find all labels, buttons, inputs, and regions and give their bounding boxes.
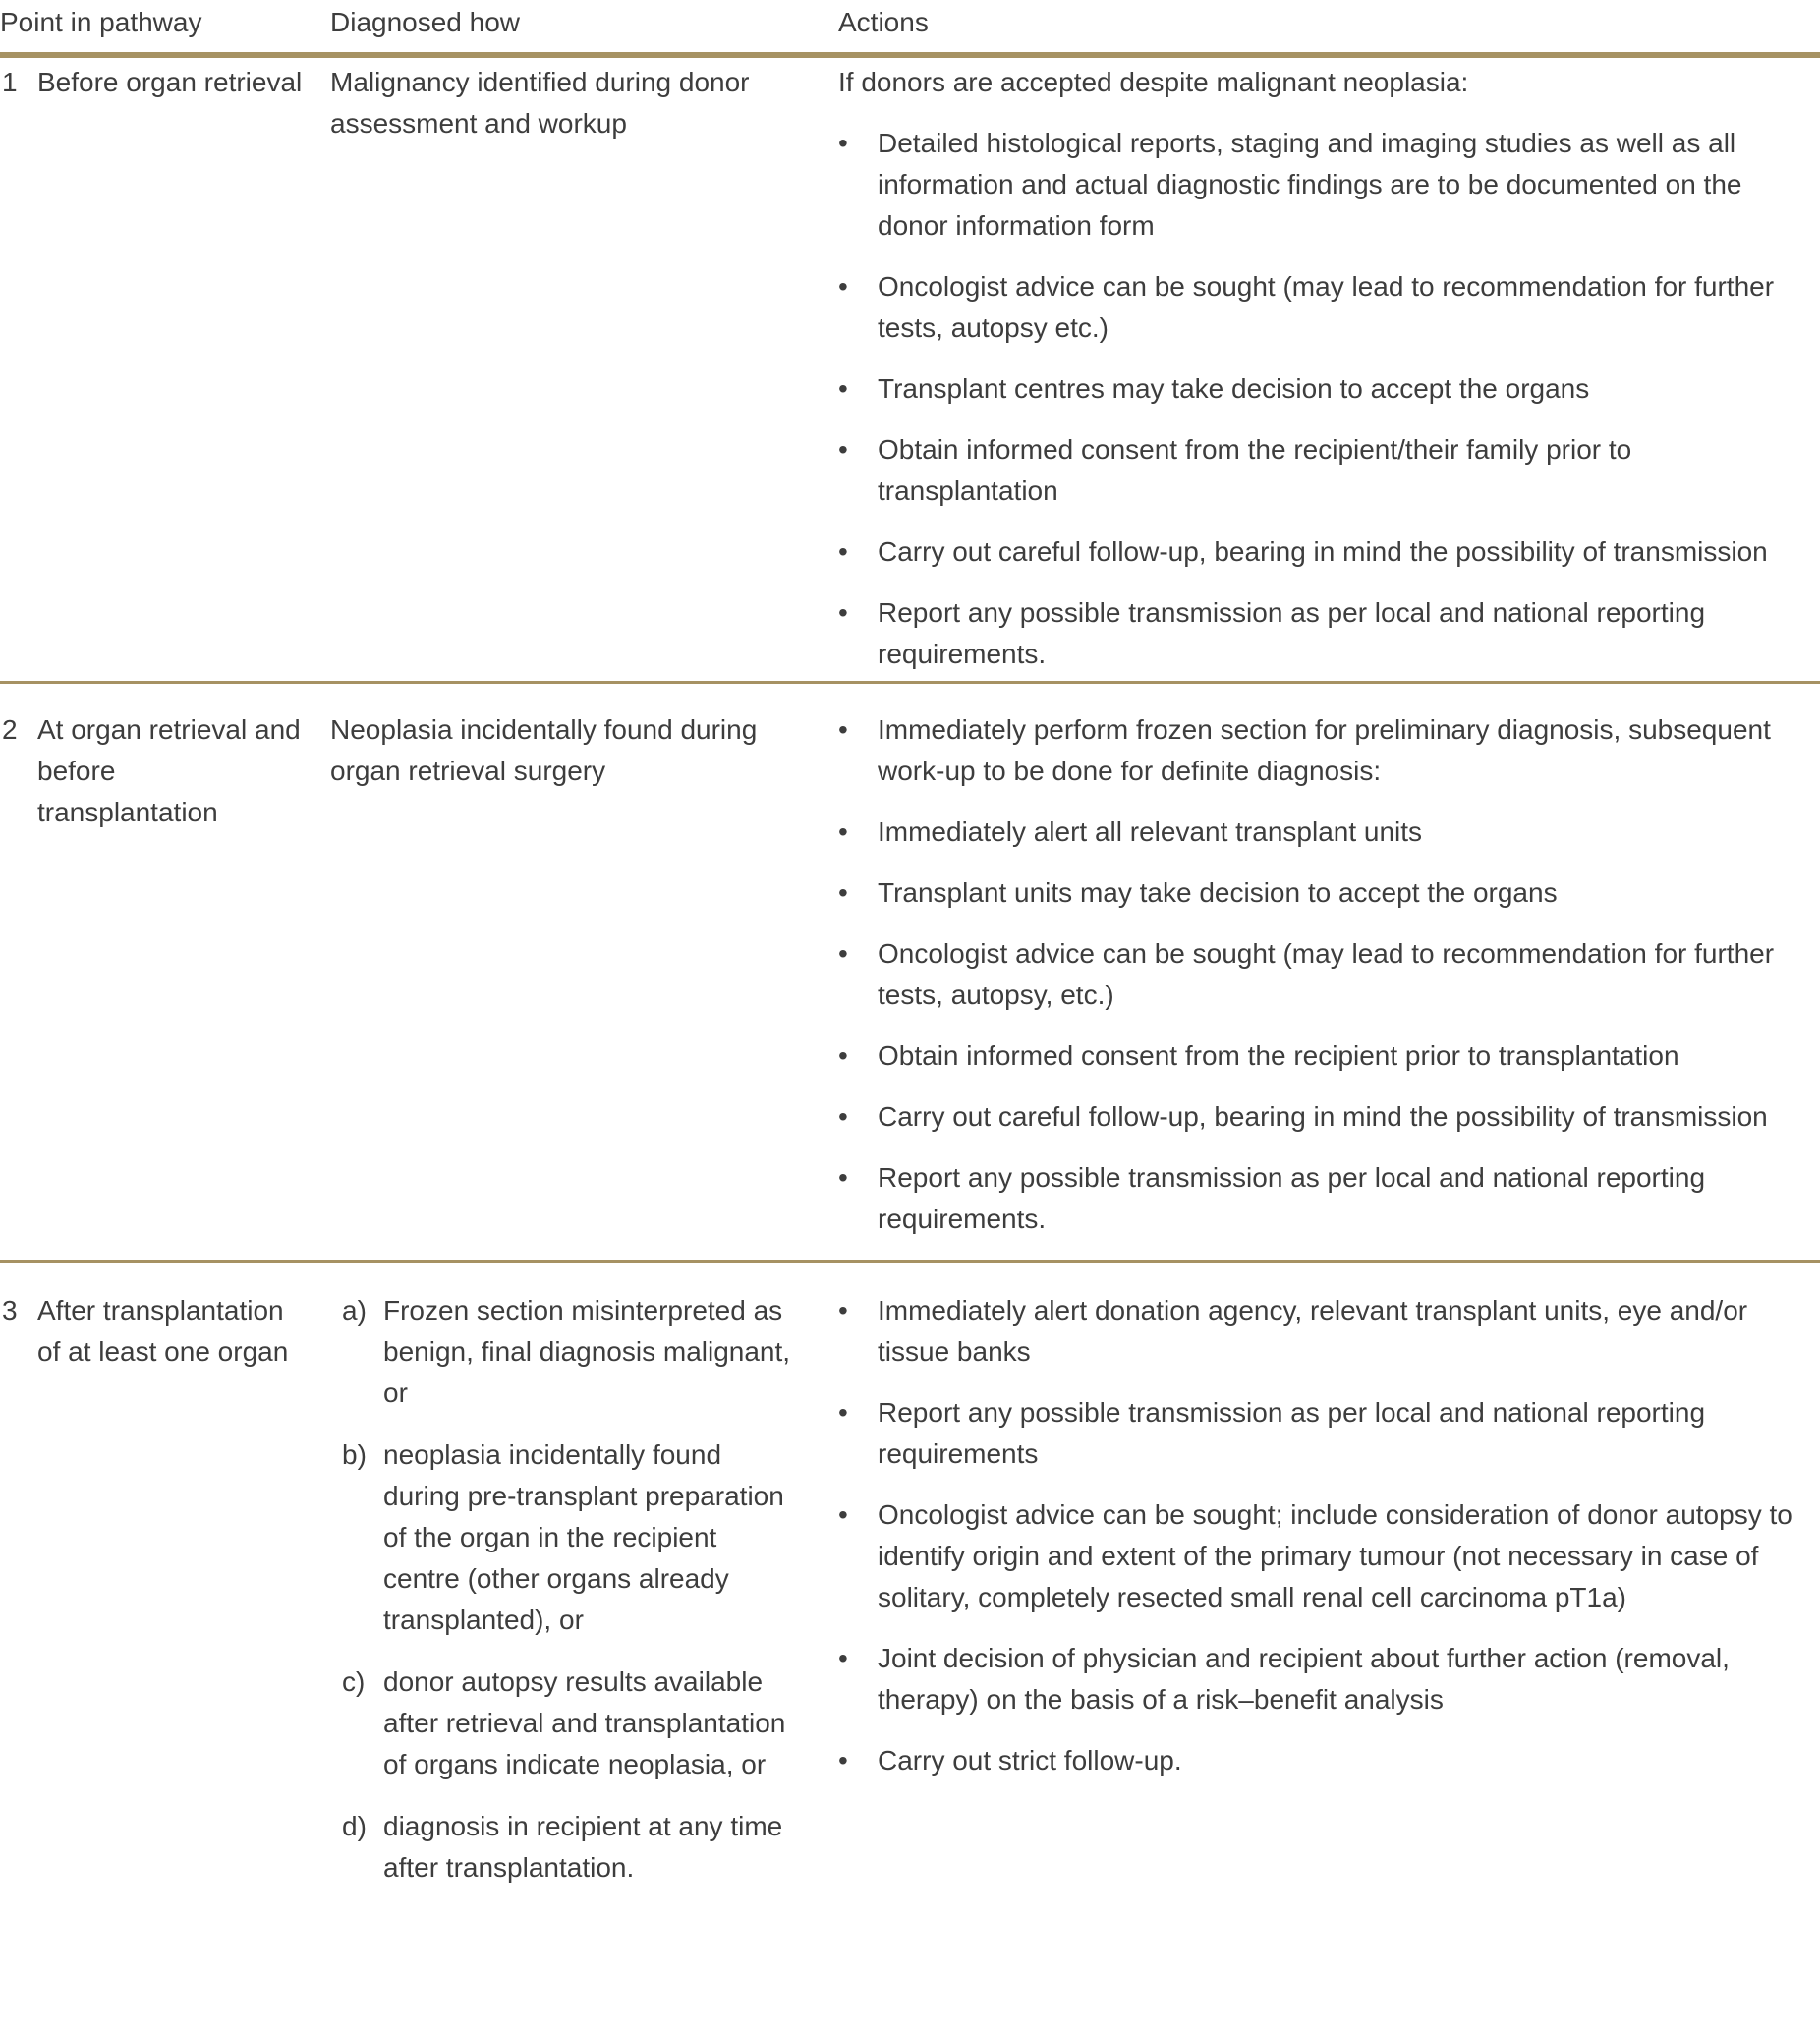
action-text: Obtain informed consent from the recipient prior to transplantation xyxy=(878,1041,1679,1071)
action-item xyxy=(838,368,1818,410)
table-row xyxy=(0,1263,1820,1889)
row-number: 3 xyxy=(2,1295,18,1326)
diagnosed-cell: Malignancy identified during donor assessment and workup xyxy=(330,67,750,139)
bullet-icon: • xyxy=(838,877,848,908)
actions-intro: If donors are accepted despite malignant neoplasia: xyxy=(838,67,1469,97)
action-item xyxy=(838,429,1818,512)
column-header-diagnosed-how: Diagnosed how xyxy=(330,7,521,37)
actions-cell xyxy=(838,709,1820,1240)
action-text: Transplant centres may take decision to accept the organs xyxy=(878,373,1590,404)
action-text: Oncologist advice can be sought (may lead to recommendation for further tests, autopsy, etc.) xyxy=(878,938,1775,1010)
action-text: Detailed histological reports, staging and imaging studies as well as all information and actual diagnostic findings are to be documented on the donor information form xyxy=(878,128,1742,241)
diagnosed-item xyxy=(342,1435,814,1641)
action-item xyxy=(838,266,1818,349)
row-number: 1 xyxy=(2,67,18,97)
bullet-icon: • xyxy=(838,128,848,158)
bullet-icon: • xyxy=(838,714,848,745)
table-header-row xyxy=(0,0,1820,52)
action-item xyxy=(838,812,1818,853)
diagnosed-item xyxy=(342,1662,814,1785)
action-item xyxy=(838,1290,1818,1373)
action-item xyxy=(838,1495,1818,1618)
bullet-icon: • xyxy=(838,536,848,567)
pathway-cell: After transplantation of at least one organ xyxy=(37,1295,289,1367)
action-text: Immediately perform frozen section for preliminary diagnosis, subsequent work-up to be done for definite diagnosis: xyxy=(878,714,1771,786)
diagnosed-item-label: a) xyxy=(342,1295,367,1326)
action-text: Report any possible transmission as per local and national reporting requirements. xyxy=(878,597,1706,669)
bullet-icon: • xyxy=(838,1745,848,1776)
column-header-actions: Actions xyxy=(838,7,929,37)
action-item xyxy=(838,933,1818,1016)
actions-cell xyxy=(838,1290,1820,1889)
action-text: Oncologist advice can be sought; include consideration of donor autopsy to identify origin and extent of the primary tumour (not necessary in case of solitary, completely resected small renal cell carcinoma pT1a) xyxy=(878,1499,1792,1612)
pathway-cell: At organ retrieval and before transplantation xyxy=(37,714,301,827)
action-item xyxy=(838,1392,1818,1475)
bullet-icon: • xyxy=(838,1643,848,1673)
action-text: Immediately alert all relevant transplant units xyxy=(878,817,1423,847)
diagnosed-cell: Neoplasia incidentally found during organ retrieval surgery xyxy=(330,714,758,786)
action-text: Carry out strict follow-up. xyxy=(878,1745,1182,1776)
action-text: Report any possible transmission as per local and national reporting requirements. xyxy=(878,1162,1706,1234)
action-item xyxy=(838,1740,1818,1781)
row-number: 2 xyxy=(2,714,18,745)
action-item xyxy=(838,1036,1818,1077)
action-item xyxy=(838,1638,1818,1721)
bullet-icon: • xyxy=(838,1499,848,1530)
action-text: Immediately alert donation agency, relevant transplant units, eye and/or tissue banks xyxy=(878,1295,1748,1367)
action-item xyxy=(838,1157,1818,1240)
bullet-icon: • xyxy=(838,817,848,847)
table-row xyxy=(0,58,1820,681)
action-text: Obtain informed consent from the recipient/their family prior to transplantation xyxy=(878,434,1632,506)
diagnosed-item-label: b) xyxy=(342,1439,367,1470)
bullet-icon: • xyxy=(838,271,848,302)
action-item xyxy=(838,123,1818,247)
pathway-cell: Before organ retrieval xyxy=(37,67,303,97)
action-item xyxy=(838,1097,1818,1138)
action-text: Carry out careful follow-up, bearing in mind the possibility of transmission xyxy=(878,1101,1768,1132)
action-text: Carry out careful follow-up, bearing in mind the possibility of transmission xyxy=(878,536,1768,567)
diagnosed-item-text: diagnosis in recipient at any time after transplantation. xyxy=(383,1811,783,1883)
bullet-icon: • xyxy=(838,373,848,404)
bullet-icon: • xyxy=(838,597,848,628)
diagnosed-item-text: Frozen section misinterpreted as benign, final diagnosis malignant, or xyxy=(383,1295,791,1408)
diagnosed-item xyxy=(342,1290,814,1414)
action-item xyxy=(838,873,1818,914)
action-text: Report any possible transmission as per local and national reporting requirements xyxy=(878,1397,1706,1469)
diagnosed-item-label: c) xyxy=(342,1666,366,1697)
bullet-icon: • xyxy=(838,1041,848,1071)
diagnosed-item-text: donor autopsy results available after retrieval and transplantation of organs indicate neoplasia, or xyxy=(383,1666,786,1779)
action-item xyxy=(838,532,1818,573)
table-row xyxy=(0,684,1820,1260)
actions-cell xyxy=(838,62,1820,675)
action-text: Transplant units may take decision to accept the organs xyxy=(878,877,1558,908)
diagnosed-item-text: neoplasia incidentally found during pre-transplant preparation of the organ in the recipient centre (other organs already transplanted), or xyxy=(383,1439,784,1635)
diagnosed-item-label: d) xyxy=(342,1811,367,1841)
bullet-icon: • xyxy=(838,434,848,465)
action-text: Oncologist advice can be sought (may lead to recommendation for further tests, autopsy etc.) xyxy=(878,271,1775,343)
column-header-point-in-pathway: Point in pathway xyxy=(0,7,202,37)
action-item xyxy=(838,592,1818,675)
diagnosed-cell xyxy=(330,1290,814,1889)
bullet-icon: • xyxy=(838,1397,848,1428)
diagnosed-item xyxy=(342,1806,814,1889)
action-item xyxy=(838,709,1818,792)
bullet-icon: • xyxy=(838,938,848,969)
bullet-icon: • xyxy=(838,1162,848,1193)
bullet-icon: • xyxy=(838,1101,848,1132)
bullet-icon: • xyxy=(838,1295,848,1326)
action-text: Joint decision of physician and recipient about further action (removal, therapy) on the basis of a risk–benefit analysis xyxy=(878,1643,1730,1715)
